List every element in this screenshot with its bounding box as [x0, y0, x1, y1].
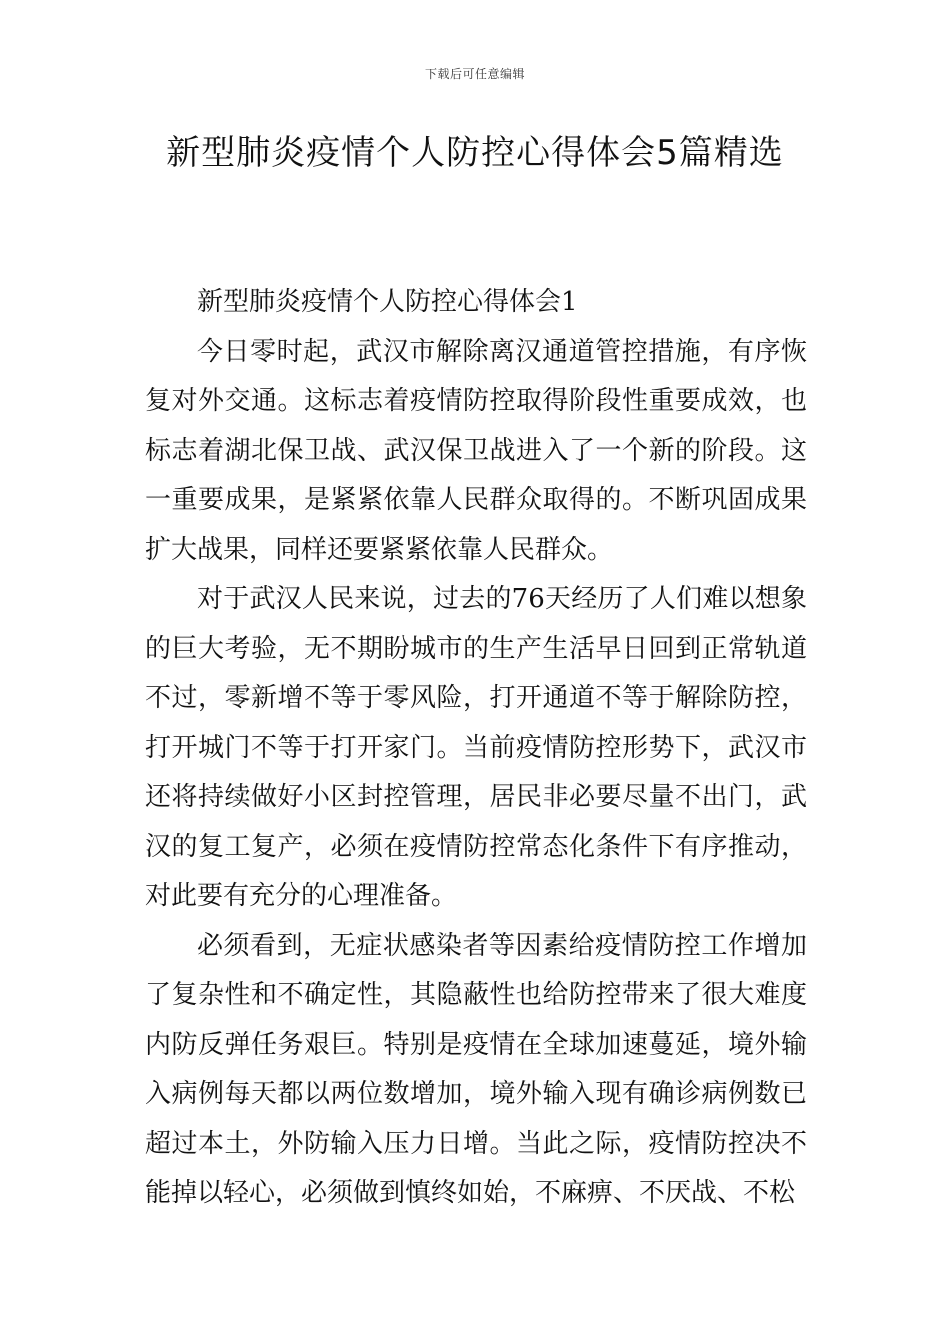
paragraph-1: 今日零时起，武汉市解除离汉通道管控措施，有序恢复对外交通。这标志着疫情防控取得阶段性重要成效，也标志着湖北保卫战、武汉保卫战进入了一个新的阶段。这一重要成果，是紧紧依靠人民群众取得的。不断巩固成果扩大战果，同样还要紧紧依靠人民群众。	[145, 336, 807, 565]
document-body	[145, 278, 807, 1219]
paragraph-3: 必须看到，无症状感染者等因素给疫情防控工作增加了复杂性和不确定性，其隐蔽性也给防控带来了很大难度内防反弹任务艰巨。特别是疫情在全球加速蔓延，境外输入病例每天都以两位数增加，境外输入现有确诊病例数已超过本土，外防输入压力日增。当此之际，疫情防控决不能掉以轻心，必须做到慎终如始，不麻痹、不厌战、不松	[145, 930, 807, 1208]
paragraph-2: 对于武汉人民来说，过去的76天经历了人们难以想象的巨大考验，无不期盼城市的生产生活早日回到正常轨道不过，零新增不等于零风险，打开通道不等于解除防控，打开城门不等于打开家门。当前疫情防控形势下，武汉市还将持续做好小区封控管理，居民非必要尽量不出门，武汉的复工复产，必须在疫情防控常态化条件下有序推动，对此要有充分的心理准备。	[145, 584, 807, 911]
section-heading: 新型肺炎疫情个人防控心得体会1	[197, 287, 578, 317]
header-note: 下载后可任意编辑	[424, 67, 525, 81]
document-title: 新型肺炎疫情个人防控心得体会5篇精选	[166, 133, 784, 173]
